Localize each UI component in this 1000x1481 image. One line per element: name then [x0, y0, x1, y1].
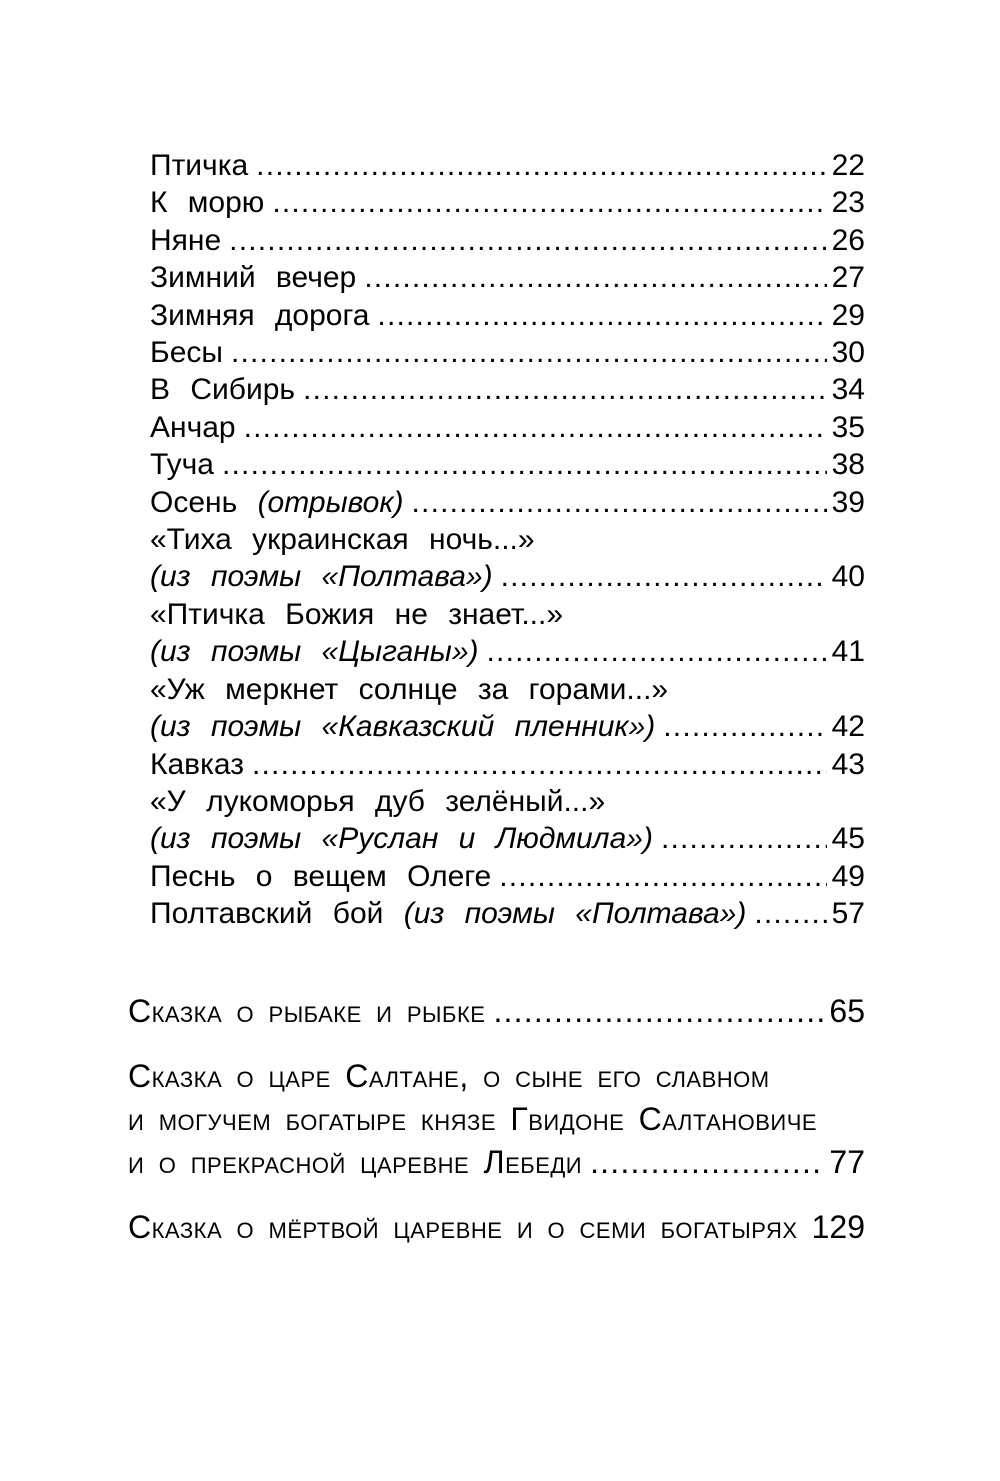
toc-entry-main-line	[150, 446, 865, 483]
toc-entry-title-text: Кавказ	[150, 747, 244, 781]
toc-entry-title	[150, 409, 236, 446]
toc-entry-main-line	[150, 558, 865, 595]
toc-entry-title	[150, 371, 295, 408]
page-number: 39	[831, 485, 865, 519]
toc-entry-wrapped-line	[150, 521, 865, 558]
toc-entry-title	[150, 820, 653, 857]
toc-entry	[150, 746, 865, 783]
dot-leader	[252, 746, 827, 783]
toc-entry-title	[150, 259, 356, 296]
toc-entry-title-text: Птичка	[150, 149, 249, 182]
toc-entry	[150, 409, 865, 446]
toc-entry-title-text: «Птичка Божия не знает...»	[150, 597, 564, 631]
dot-leader	[499, 858, 826, 895]
toc-entry-main-line	[150, 259, 865, 296]
toc-entry-title-text: Няне	[150, 223, 222, 257]
toc-entry-title	[128, 990, 485, 1033]
toc-entry	[150, 334, 865, 371]
toc-entry-title	[150, 222, 221, 259]
toc-entry-subtitle-text: (из поэмы «Руслан и Людмила»)	[150, 822, 653, 856]
toc-entry-title-text: Полтавский бой	[150, 897, 404, 931]
toc-entry-title-text: Зимняя дорога	[150, 298, 370, 332]
toc-entry-main-line	[150, 297, 865, 334]
toc-entry	[150, 484, 865, 521]
dot-leader	[244, 409, 827, 446]
toc-entry-main-line	[150, 820, 865, 857]
page-number: 65	[829, 993, 865, 1029]
toc-entry-main-line	[150, 409, 865, 446]
toc-entry	[150, 858, 865, 895]
toc-entry-title-text: К морю	[150, 186, 265, 220]
toc-entry-title-text: и о прекрасной царевне Лебеди	[128, 1144, 583, 1180]
toc-entry-subtitle-text: (отрывок)	[257, 485, 404, 519]
toc-entry-title-text: Анчар	[150, 410, 236, 444]
toc-entry-title-text: Зимний вечер	[150, 261, 357, 295]
toc-entry	[150, 297, 865, 334]
toc-entry-title-text: Сказка о мёртвой царевне и о семи богатырях	[128, 1209, 798, 1245]
dot-leader	[501, 558, 827, 595]
toc-entry	[150, 446, 865, 483]
dot-leader	[377, 297, 826, 334]
dot-leader	[487, 633, 827, 670]
toc-entry-subtitle-text: (из поэмы «Полтава»)	[403, 897, 747, 931]
toc-entry	[150, 222, 865, 259]
dot-leader	[256, 147, 826, 184]
page-number: 77	[829, 1144, 865, 1180]
toc-entry-title-text: Сказка о царе Салтане, о сыне его славном	[128, 1058, 770, 1094]
toc-entry-title	[150, 558, 493, 595]
dot-leader	[412, 484, 827, 521]
toc-entry	[150, 147, 865, 184]
toc-entry-wrapped-line	[150, 671, 865, 708]
toc-entry	[128, 990, 865, 1033]
page-number: 29	[831, 298, 865, 332]
toc-entry-title	[128, 1141, 582, 1184]
toc-entry-title	[150, 147, 248, 184]
toc-entry-title-text: «У лукоморья дуб зелёный...»	[150, 784, 606, 818]
toc-entry-main-line	[128, 990, 865, 1033]
dot-leader	[806, 1206, 807, 1249]
page-number: 34	[831, 373, 865, 407]
toc-entry-title	[150, 297, 369, 334]
dot-leader	[272, 184, 826, 221]
page-number: 129	[811, 1209, 865, 1245]
toc-entry	[150, 371, 865, 408]
toc-entry	[150, 671, 865, 746]
toc-entry-main-line	[128, 1206, 865, 1249]
page-number: 38	[831, 448, 865, 482]
toc-entry-title-text: Туча	[150, 448, 214, 482]
toc-entry	[150, 596, 865, 671]
toc-entry-title	[150, 746, 244, 783]
page-number: 40	[831, 560, 865, 594]
toc-entry-main-line	[150, 746, 865, 783]
toc-entry-main-line	[150, 222, 865, 259]
toc-entry-main-line	[150, 633, 865, 670]
toc-entry-title-text: В Сибирь	[150, 373, 296, 407]
dot-leader	[303, 371, 827, 408]
dot-leader	[493, 990, 824, 1033]
dot-leader	[754, 895, 826, 932]
page-number: 49	[831, 859, 865, 893]
toc-entry-title	[150, 633, 479, 670]
dot-leader	[229, 222, 826, 259]
toc-entry-main-line	[150, 147, 865, 184]
toc-entry-title-text: Бесы	[150, 336, 223, 370]
toc-entry-main-line	[150, 895, 865, 932]
toc-entry	[150, 259, 865, 296]
tales-toc-list	[128, 990, 865, 1249]
toc-entry-title-text: и могучем богатыре князе Гвидоне Салтановиче	[128, 1101, 818, 1137]
toc-entry	[128, 1055, 865, 1184]
page-number: 23	[831, 186, 865, 220]
page-number: 43	[831, 747, 865, 781]
toc-entry-main-line	[150, 484, 865, 521]
dot-leader	[364, 259, 826, 296]
toc-entry-subtitle-text: (из поэмы «Полтава»)	[150, 560, 493, 594]
toc-entry-main-line	[150, 334, 865, 371]
dot-leader	[661, 820, 827, 857]
toc-entry-subtitle-text: (из поэмы «Кавказский пленник»)	[150, 710, 656, 744]
page-number: 45	[831, 822, 865, 856]
page-number: 57	[831, 897, 865, 931]
page-number: 27	[831, 261, 865, 295]
toc-entry	[150, 184, 865, 221]
toc-entry-title	[150, 484, 404, 521]
toc-entry-title-text: Песнь о вещем Олеге	[150, 859, 492, 893]
toc-entry	[150, 521, 865, 596]
page-number: 30	[831, 336, 865, 370]
toc-entry-wrapped-line	[150, 596, 865, 633]
toc-entry-title-text: «Уж меркнет солнце за горами...»	[150, 672, 669, 706]
dot-leader	[663, 708, 826, 745]
toc-entry-title	[150, 334, 223, 371]
toc-entry-wrapped-line	[150, 783, 865, 820]
page-number: 26	[831, 223, 865, 257]
toc-entry	[128, 1206, 865, 1249]
page-number: 22	[831, 149, 865, 182]
toc-entry-subtitle-text: (из поэмы «Цыганы»)	[150, 635, 479, 669]
toc-entry-title	[150, 446, 214, 483]
dot-leader	[231, 334, 827, 371]
toc-entry-main-line	[150, 371, 865, 408]
toc-entry-title	[128, 1206, 798, 1249]
page-number: 42	[831, 710, 865, 744]
page-number: 41	[831, 635, 865, 669]
toc-entry-main-line	[150, 858, 865, 895]
poems-toc-list	[150, 147, 865, 933]
page-number: 35	[831, 410, 865, 444]
toc-entry	[150, 783, 865, 858]
toc-entry-wrapped-line	[128, 1098, 865, 1141]
toc-entry-title-text: «Тиха украинская ночь...»	[150, 523, 535, 557]
toc-entry	[150, 895, 865, 932]
dot-leader	[590, 1141, 824, 1184]
toc-entry-title	[150, 184, 264, 221]
toc-entry-title	[150, 895, 746, 932]
toc-entry-title	[150, 708, 655, 745]
toc-entry-title	[150, 858, 491, 895]
toc-entry-wrapped-line	[128, 1055, 865, 1098]
toc-entry-main-line	[150, 184, 865, 221]
toc-entry-title-text: Осень	[150, 485, 258, 519]
toc-entry-main-line	[128, 1141, 865, 1184]
toc-entry-title-text: Сказка о рыбаке и рыбке	[128, 993, 486, 1029]
toc-entry-main-line	[150, 708, 865, 745]
dot-leader	[222, 446, 827, 483]
